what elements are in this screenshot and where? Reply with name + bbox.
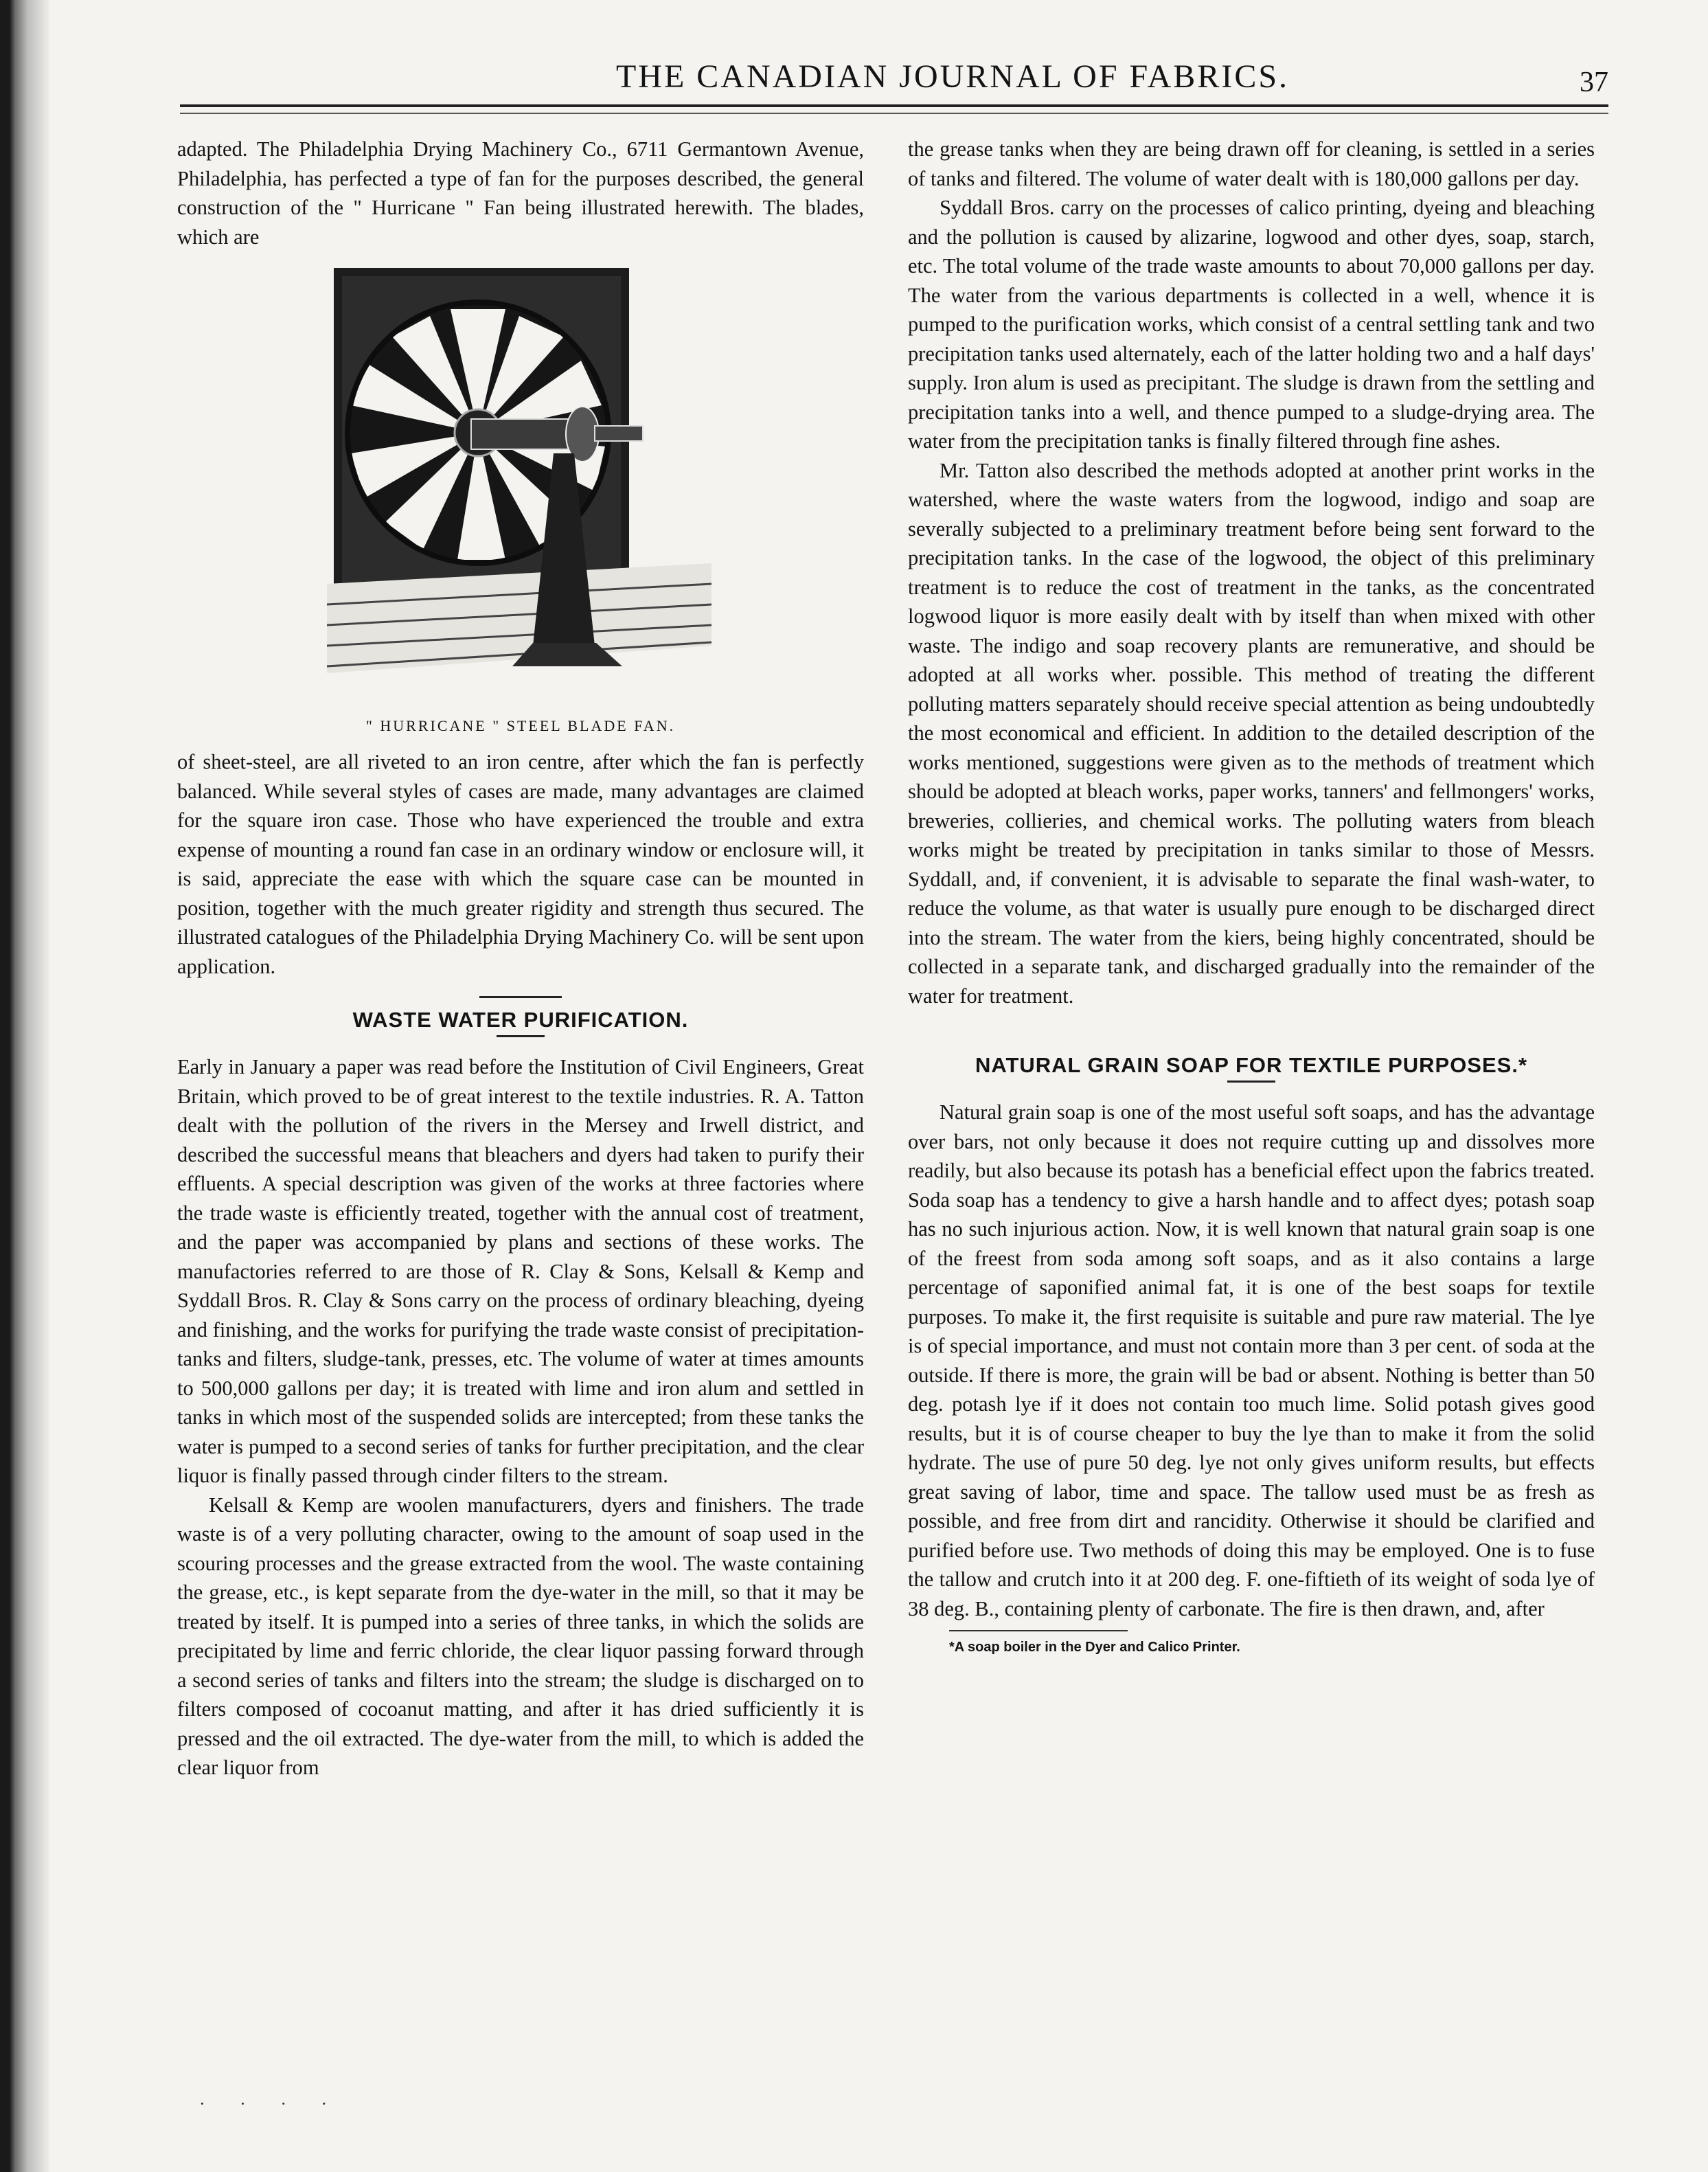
- fan-illustration: [177, 261, 864, 742]
- waste-water-paragraph-2: Kelsall & Kemp are woolen manufacturers, dyers and finishers. The trade waste is of a very polluting character, owing to the amount of soap used in the scouring processes and the grease extracted from the wool. The waste containing the grease, etc., is kept separate from the dye-water in the mill, so that it may be treated by itself. It is pumped into a series of three tanks, in which the solids are precipitated by lime and ferric chloride, the clear liquor passing forward through a second series of tanks and filters into the stream; the sludge is discharged on to filters composed of cocoanut matting, and after it has dried sufficiently it is pressed and the oil extracted. The dye-water from the mill, to which is added the clear liquor from: [177, 1493, 864, 1779]
- right-column: [908, 135, 1595, 2099]
- hurricane-fan-engraving: [327, 261, 711, 714]
- waste-water-paragraph-4: Syddall Bros. carry on the processes of calico printing, dyeing and bleaching and the pollution is caused by alizarine, logwood and other dyes, soap, starch, etc. The total volume of the trade waste amounts to about 70,000 gallons per day. The water from the various departments is collected in a well, whence it is pumped to the purification works, which consist of a central settling tank and two precipitation tanks used alternately, each of the latter holding two and a half days' supply. Iron alum is used as precipitant. The sludge is drawn from the settling and precipitation tanks into a well, and thence pumped to a sludge-drying area. The water from the precipitation tanks is finally filtered through fine ashes.: [908, 196, 1595, 453]
- header-rule-secondary: [180, 113, 1608, 114]
- figure-caption: " HURRICANE " STEEL BLADE FAN.: [365, 717, 676, 734]
- waste-water-paragraph-5: Mr. Tatton also described the methods adopted at another print works in the watershed, where the waste waters from the logwood, indigo and soap are severally subjected to a preliminary treatment before being sent forward to the precipitation tanks. In the case of the logwood, the object of this preliminary treatment is to reduce the cost of treatment in the tanks, as the concentrated logwood liquor is more easily dealt with by itself than when mixed with other waste. The indigo and soap recovery plants are remunerative, and should be adopted at all works wher. possible. This method of treating the different polluting matters separately should receive special attention as being undoubtedly the most economical and efficient. In addition to the detailed description of the works mentioned, suggestions were given as to the methods of treatment which should be adopted at bleach works, paper works, tanners' and fellmongers' works, breweries, collieries, and chemical works. The polluting waters from bleach works might be treated by precipitation in tanks similar to those of Messrs. Syddall, and, if convenient, it is advisable to separate the final wash-water, to reduce the volume, as that water is usually pure enough to be discharged direct into the stream. The water from the kiers, being highly concentrated, should be collected in a separate tank, and discharged gradually into the remainder of the water for treatment.: [908, 458, 1595, 1008]
- footnote: *A soap boiler in the Dyer and Calico Printer.: [949, 1640, 1240, 1655]
- grain-soap-paragraph: Natural grain soap is one of the most useful soft soaps, and has the advantage over bars, not only because it does not require cutting up and dissolves more readily, but also because its potash has a beneficial effect upon the fabrics treated. Soda soap has a tendency to give a harsh handle and to affect dyes; potash soap has no such injurious action. Now, it is well known that natural grain soap is one of the freest from soda among soft soaps, and as it also contains a large percentage of saponified animal fat, it is one of the best soaps for textile purposes. To make it, the first requisite is suitable and pure raw material. The lye is of special importance, and must not contain more than 3 per cent. of soda at the outside. If there is more, the grain will be bad or absent. Nothing is better than 50 deg. potash lye if it does not contain too much lime. Solid potash gives good results, but it is of course cheaper to buy the lye than to make it from the solid hydrate. The use of pure 50 deg. lye not only gives uniform results, but effects great saving of labor, time and space. The tallow used must be as fresh as possible, and free from dirt and rancidity. Otherwise it should be clarified and purified before use. Two methods of doing this may be employed. One is to fuse the tallow and crutch into it at 200 deg. F. one-fiftieth of its weight of soda lye of 38 deg. B., containing plenty of carbonate. The fire is then drawn, and, after: [908, 1100, 1595, 1620]
- journal-title: THE CANADIAN JOURNAL OF FABRICS.: [615, 58, 1290, 95]
- fan-article-continuation: of sheet-steel, are all riveted to an iron centre, after which the fan is perfectly balanced. While several styles of cases are made, many advantages are claimed for the square iron case. Those who have experienced the trouble and extra expense of mounting a round fan case in an ordinary window or enclosure will, it is said, appreciate the ease with which the square case can be mounted in position, together with the much greater rigidity and strength thus secured. The illustrated catalogues of the Philadelphia Drying Machinery Co. will be sent upon application.: [177, 750, 864, 978]
- header-rule: [180, 104, 1608, 107]
- section-divider: [479, 996, 562, 998]
- waste-water-paragraph-3: the grease tanks when they are being drawn off for cleaning, is settled in a series of tanks and filtered. The volume of water dealt with is 180,000 gallons per day.: [908, 137, 1595, 190]
- scan-marks: · · · ·: [199, 2094, 343, 2114]
- waste-water-title: WASTE WATER PURIFICATION.: [352, 1008, 689, 1032]
- fan-article-intro: adapted. The Philadelphia Drying Machinery Co., 6711 Germantown Avenue, Philadelphia, has perfected a type of fan for the purposes described, the general construction of the " Hurricane " Fan being illustrated herewith. The blades, which are: [177, 137, 864, 249]
- section-title-underline: [1227, 1081, 1275, 1083]
- page-number: 37: [1580, 67, 1608, 98]
- section-title-underline: [497, 1035, 545, 1037]
- left-column: [177, 135, 864, 2099]
- footnote-rule: [949, 1630, 1128, 1631]
- grain-soap-title: NATURAL GRAIN SOAP FOR TEXTILE PURPOSES.*: [975, 1053, 1528, 1077]
- waste-water-paragraph-1: Early in January a paper was read before the Institution of Civil Engineers, Great Britain, which proved to be of great interest to the textile industries. R. A. Tatton dealt with the pollution of the rivers in the Mersey and Irwell district, and described the successful means that bleachers and dyers had taken to purify their effluents. A special description was given of the works at three factories where the trade waste is efficiently treated, together with the annual cost of treatment, and the paper was accompanied by plans and sections of these works. The manufactories referred to are those of R. Clay & Sons, Kelsall & Kemp and Syddall Bros. R. Clay & Sons carry on the process of ordinary bleaching, dyeing and finishing, and the works for purifying the trade waste consist of precipitation-tanks and filters, sludge-tank, presses, etc. The volume of water at times amounts to 500,000 gallons per day; it is treated with lime and iron alum and settled in tanks in which most of the suspended solids are intercepted; from these tanks the water is pumped to a second series of tanks for further precipitation, and the clear liquor is finally passed through cinder filters to the stream.: [177, 1055, 864, 1487]
- scan-binding-edge: [0, 0, 49, 2172]
